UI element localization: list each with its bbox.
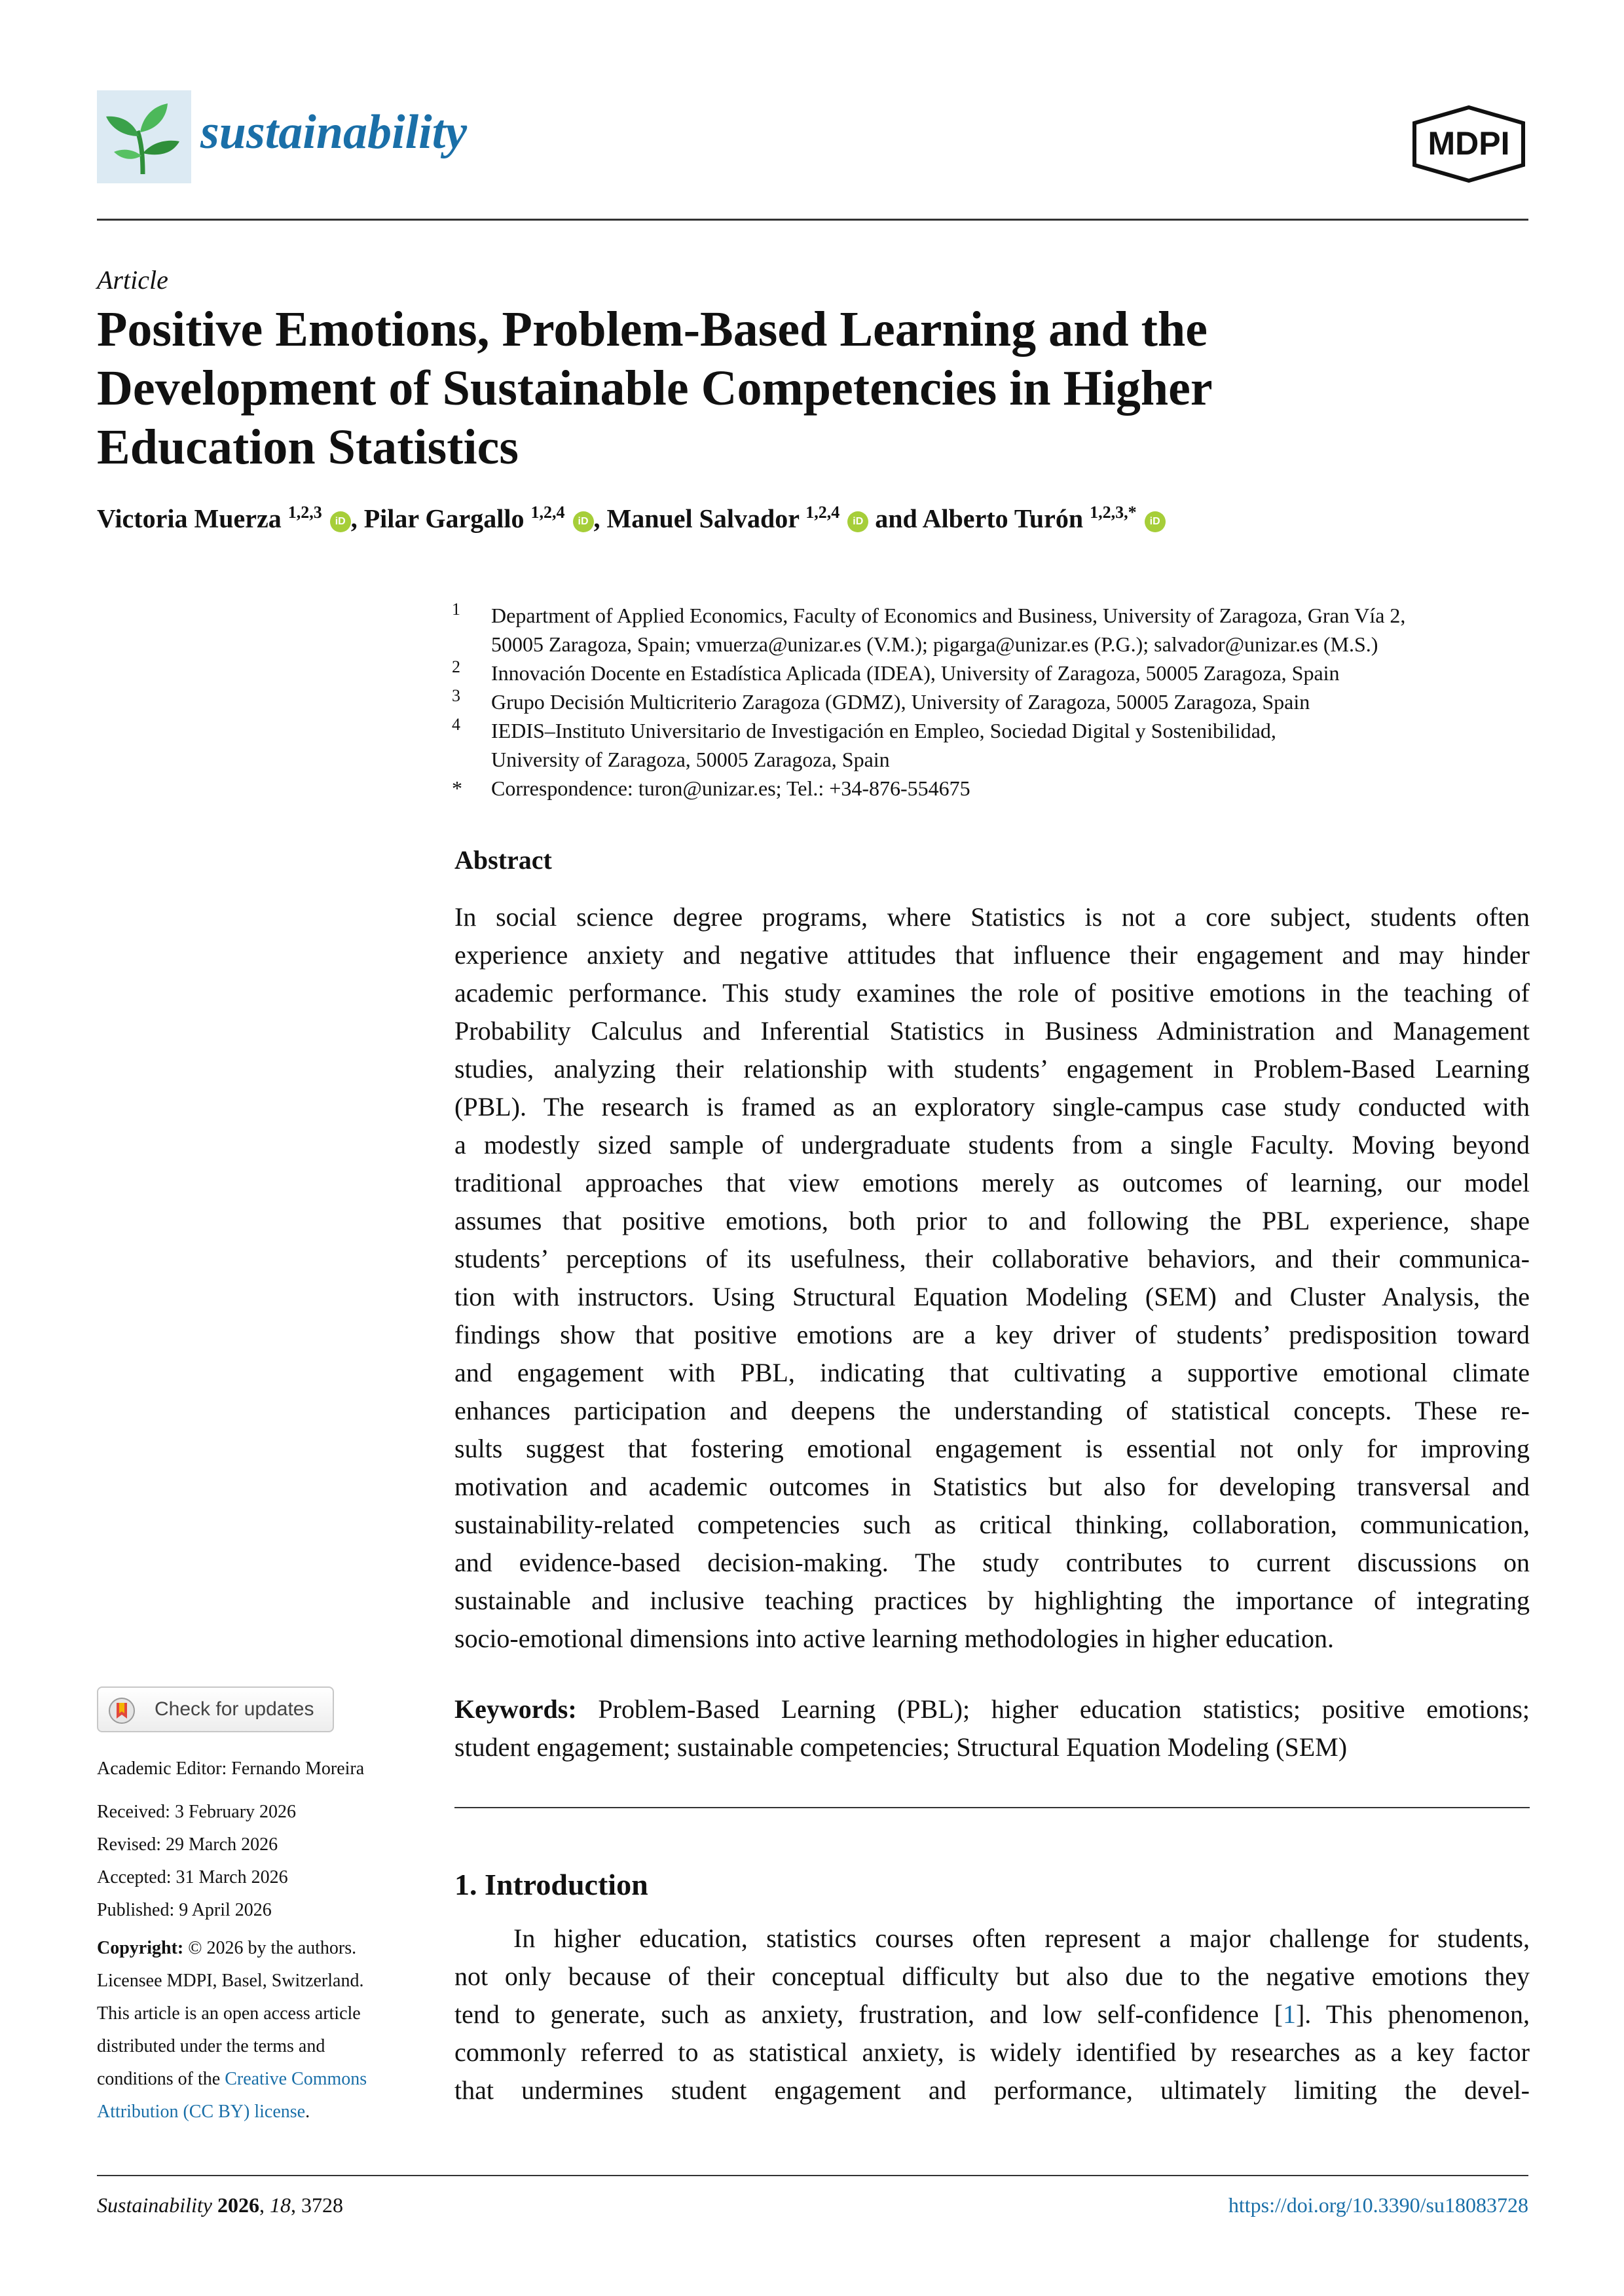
journal-logo xyxy=(97,90,191,183)
publisher-name: MDPI xyxy=(1428,125,1510,162)
abstract-line: Probability Calculus and Inferential Statistics in Business Administration and Management xyxy=(454,1016,1530,1046)
body-line: that undermines student engagement and performance, ultimately limiting the devel- xyxy=(454,2075,1530,2105)
body-line: commonly referred to as statistical anxiety, is widely identified by researches as a key factor xyxy=(454,2037,1530,2067)
abstract-line: socio-emotional dimensions into active learning methodologies in higher education. xyxy=(454,1624,1335,1653)
affiliation-line: IEDIS–Instituto Universitario de Investigación en Empleo, Sociedad Digital y Sostenibilidad, xyxy=(491,719,1276,742)
abstract-line: In social science degree programs, where Statistics is not a core subject, students often xyxy=(454,902,1530,932)
orcid-icon[interactable]: iD xyxy=(330,511,351,532)
header-divider xyxy=(97,219,1528,221)
doi-link[interactable]: https://doi.org/10.3390/su18083728 xyxy=(1228,2193,1528,2217)
affiliation-mark: * xyxy=(452,776,462,800)
academic-editor: Academic Editor: Fernando Moreira xyxy=(97,1758,365,1779)
affiliation-line: University of Zaragoza, 50005 Zaragoza, Spain xyxy=(491,748,890,771)
body-text: tend to generate, such as anxiety, frustration, and low self-confidence [ xyxy=(454,1999,1283,2029)
copyright-text: . xyxy=(305,2102,310,2122)
footer-volume: 18 xyxy=(270,2193,291,2217)
title-line: Positive Emotions, Problem-Based Learning and the xyxy=(97,302,1208,357)
orcid-icon[interactable]: iD xyxy=(573,511,594,532)
license-link[interactable]: Creative Commons xyxy=(225,2069,367,2089)
check-for-updates-label: Check for updates xyxy=(155,1698,314,1720)
affiliation-mark: 2 xyxy=(452,657,460,676)
check-for-updates-button[interactable] xyxy=(97,1686,334,1732)
abstract-heading: Abstract xyxy=(454,845,552,875)
copyright-line xyxy=(97,1938,356,1959)
abstract-line: motivation and academic outcomes in Statistics but also for developing transversal and xyxy=(454,1472,1530,1501)
correspondence-line: Correspondence: turon@unizar.es; Tel.: +34-876-554675 xyxy=(491,776,970,800)
body-line xyxy=(454,1995,1530,2033)
footer-journal: Sustainability xyxy=(97,2193,212,2217)
title-line: Development of Sustainable Competencies in Higher xyxy=(97,361,1213,416)
author-name: Victoria Muerza xyxy=(97,503,282,534)
abstract-line: students’ perceptions of its usefulness, their collaborative behaviors, and their communica- xyxy=(454,1244,1530,1273)
accepted-date: Accepted: 31 March 2026 xyxy=(97,1867,288,1887)
copyright-line: Licensee MDPI, Basel, Switzerland. xyxy=(97,1971,364,1991)
keywords-label: Keywords: xyxy=(454,1694,577,1724)
affiliation-mark: 3 xyxy=(452,686,460,705)
footer-article-number: 3728 xyxy=(301,2193,343,2217)
body-line: not only because of their conceptual difficulty but also due to the negative emotions they xyxy=(454,1961,1530,1991)
abstract-body xyxy=(454,898,1530,1658)
body-line: In higher education, statistics courses often represent a major challenge for students, xyxy=(513,1923,1530,1953)
abstract-line: a modestly sized sample of undergraduate students from a single Faculty. Moving beyond xyxy=(454,1130,1530,1159)
copyright-line xyxy=(97,2102,310,2123)
abstract-line: and engagement with PBL, indicating that cultivating a supportive emotional climate xyxy=(454,1358,1530,1387)
affiliation-mark: 1 xyxy=(452,600,460,619)
abstract-line: tion with instructors. Using Structural Equation Modeling (SEM) and Cluster Analysis, the xyxy=(454,1282,1530,1311)
update-ribbon-icon xyxy=(107,1696,136,1725)
author-separator: , xyxy=(350,503,364,534)
copyright-label: Copyright: xyxy=(97,1938,184,1958)
received-date: Received: 3 February 2026 xyxy=(97,1802,297,1822)
author-name: Pilar Gargallo xyxy=(363,503,525,534)
section-heading: 1. Introduction xyxy=(454,1868,648,1901)
author-affiliations: 1,2,4 xyxy=(530,503,565,522)
author-list xyxy=(97,503,1166,534)
license-link[interactable]: Attribution (CC BY) license xyxy=(97,2102,306,2122)
author-affiliations: 1,2,3 xyxy=(287,503,322,522)
title-line: Education Statistics xyxy=(97,420,519,475)
footer-citation: Sustainability 2026, 18, 3728 xyxy=(97,2193,343,2217)
orcid-icon[interactable]: iD xyxy=(1145,511,1166,532)
author-separator: , xyxy=(593,503,607,534)
abstract-line: sustainable and inclusive teaching practices by highlighting the importance of integrating xyxy=(454,1586,1530,1615)
copyright-line xyxy=(97,2069,367,2090)
journal-name: sustainability xyxy=(200,105,468,159)
copyright-line: This article is an open access article xyxy=(97,2003,361,2024)
footer-year: 2026 xyxy=(217,2193,259,2217)
abstract-line: (PBL). The research is framed as an exploratory single-campus case study conducted with xyxy=(454,1092,1530,1121)
published-date: Published: 9 April 2026 xyxy=(97,1900,272,1920)
publisher-logo xyxy=(1408,105,1530,183)
abstract-line: sustainability-related competencies such as critical thinking, collaboration, communication, xyxy=(454,1510,1530,1539)
copyright-text: © 2026 by the authors. xyxy=(183,1938,357,1958)
footer-divider xyxy=(97,2175,1528,2176)
article-title xyxy=(97,300,1407,477)
abstract-line: academic performance. This study examines the role of positive emotions in the teaching of xyxy=(454,978,1530,1008)
abstract-line: traditional approaches that view emotions merely as outcomes of learning, our model xyxy=(454,1168,1530,1197)
keywords-text: student engagement; sustainable competencies; Structural Equation Modeling (SEM) xyxy=(454,1732,1348,1762)
author-name: Alberto Turón xyxy=(922,503,1084,534)
author-name: Manuel Salvador xyxy=(606,503,800,534)
abstract-line: experience anxiety and negative attitudes that influence their engagement and may hinder xyxy=(454,940,1530,970)
sprout-leaf-icon xyxy=(97,90,191,183)
affiliation-line: 50005 Zaragoza, Spain; vmuerza@unizar.es (V.M.); pigarga@unizar.es (P.G.); salvador@unizar.es (M.S.) xyxy=(491,632,1378,656)
abstract-line: assumes that positive emotions, both prior to and following the PBL experience, shape xyxy=(454,1206,1530,1235)
keywords-text: Problem-Based Learning (PBL); higher education statistics; positive emotions; xyxy=(576,1694,1530,1724)
abstract-line: and evidence-based decision-making. The study contributes to current discussions on xyxy=(454,1548,1530,1577)
keywords xyxy=(454,1690,1530,1766)
abstract-line: findings show that positive emotions are a key driver of students’ predisposition toward xyxy=(454,1320,1530,1349)
body-text: ]. This phenomenon, xyxy=(1295,1999,1530,2029)
affiliation-line: Innovación Docente en Estadística Aplicada (IDEA), University of Zaragoza, 50005 Zaragoza, Spain xyxy=(491,661,1340,685)
orcid-icon[interactable]: iD xyxy=(847,511,868,532)
abstract-line: studies, analyzing their relationship with students’ engagement in Problem-Based Learning xyxy=(454,1054,1530,1084)
copyright-text: conditions of the xyxy=(97,2069,225,2089)
article-type: Article xyxy=(97,265,168,295)
introduction-body xyxy=(454,1920,1530,2109)
author-affiliations: 1,2,3,* xyxy=(1090,503,1137,522)
keywords-divider xyxy=(454,1807,1530,1808)
author-affiliations: 1,2,4 xyxy=(805,503,840,522)
citation-link[interactable]: 1 xyxy=(1282,1999,1296,2029)
copyright-line: distributed under the terms and xyxy=(97,2036,325,2056)
author-separator: and xyxy=(868,503,923,534)
revised-date: Revised: 29 March 2026 xyxy=(97,1834,278,1855)
abstract-line: sults suggest that fostering emotional engagement is essential not only for improving xyxy=(454,1434,1530,1463)
affiliation-line: Department of Applied Economics, Faculty of Economics and Business, University of Zaragoza, Gran Vía 2, xyxy=(491,604,1406,627)
affiliation-mark: 4 xyxy=(452,715,460,734)
affiliation-line: Grupo Decisión Multicriterio Zaragoza (GDMZ), University of Zaragoza, 50005 Zaragoza, Spain xyxy=(491,690,1310,714)
abstract-line: enhances participation and deepens the understanding of statistical concepts. These re- xyxy=(454,1396,1530,1425)
